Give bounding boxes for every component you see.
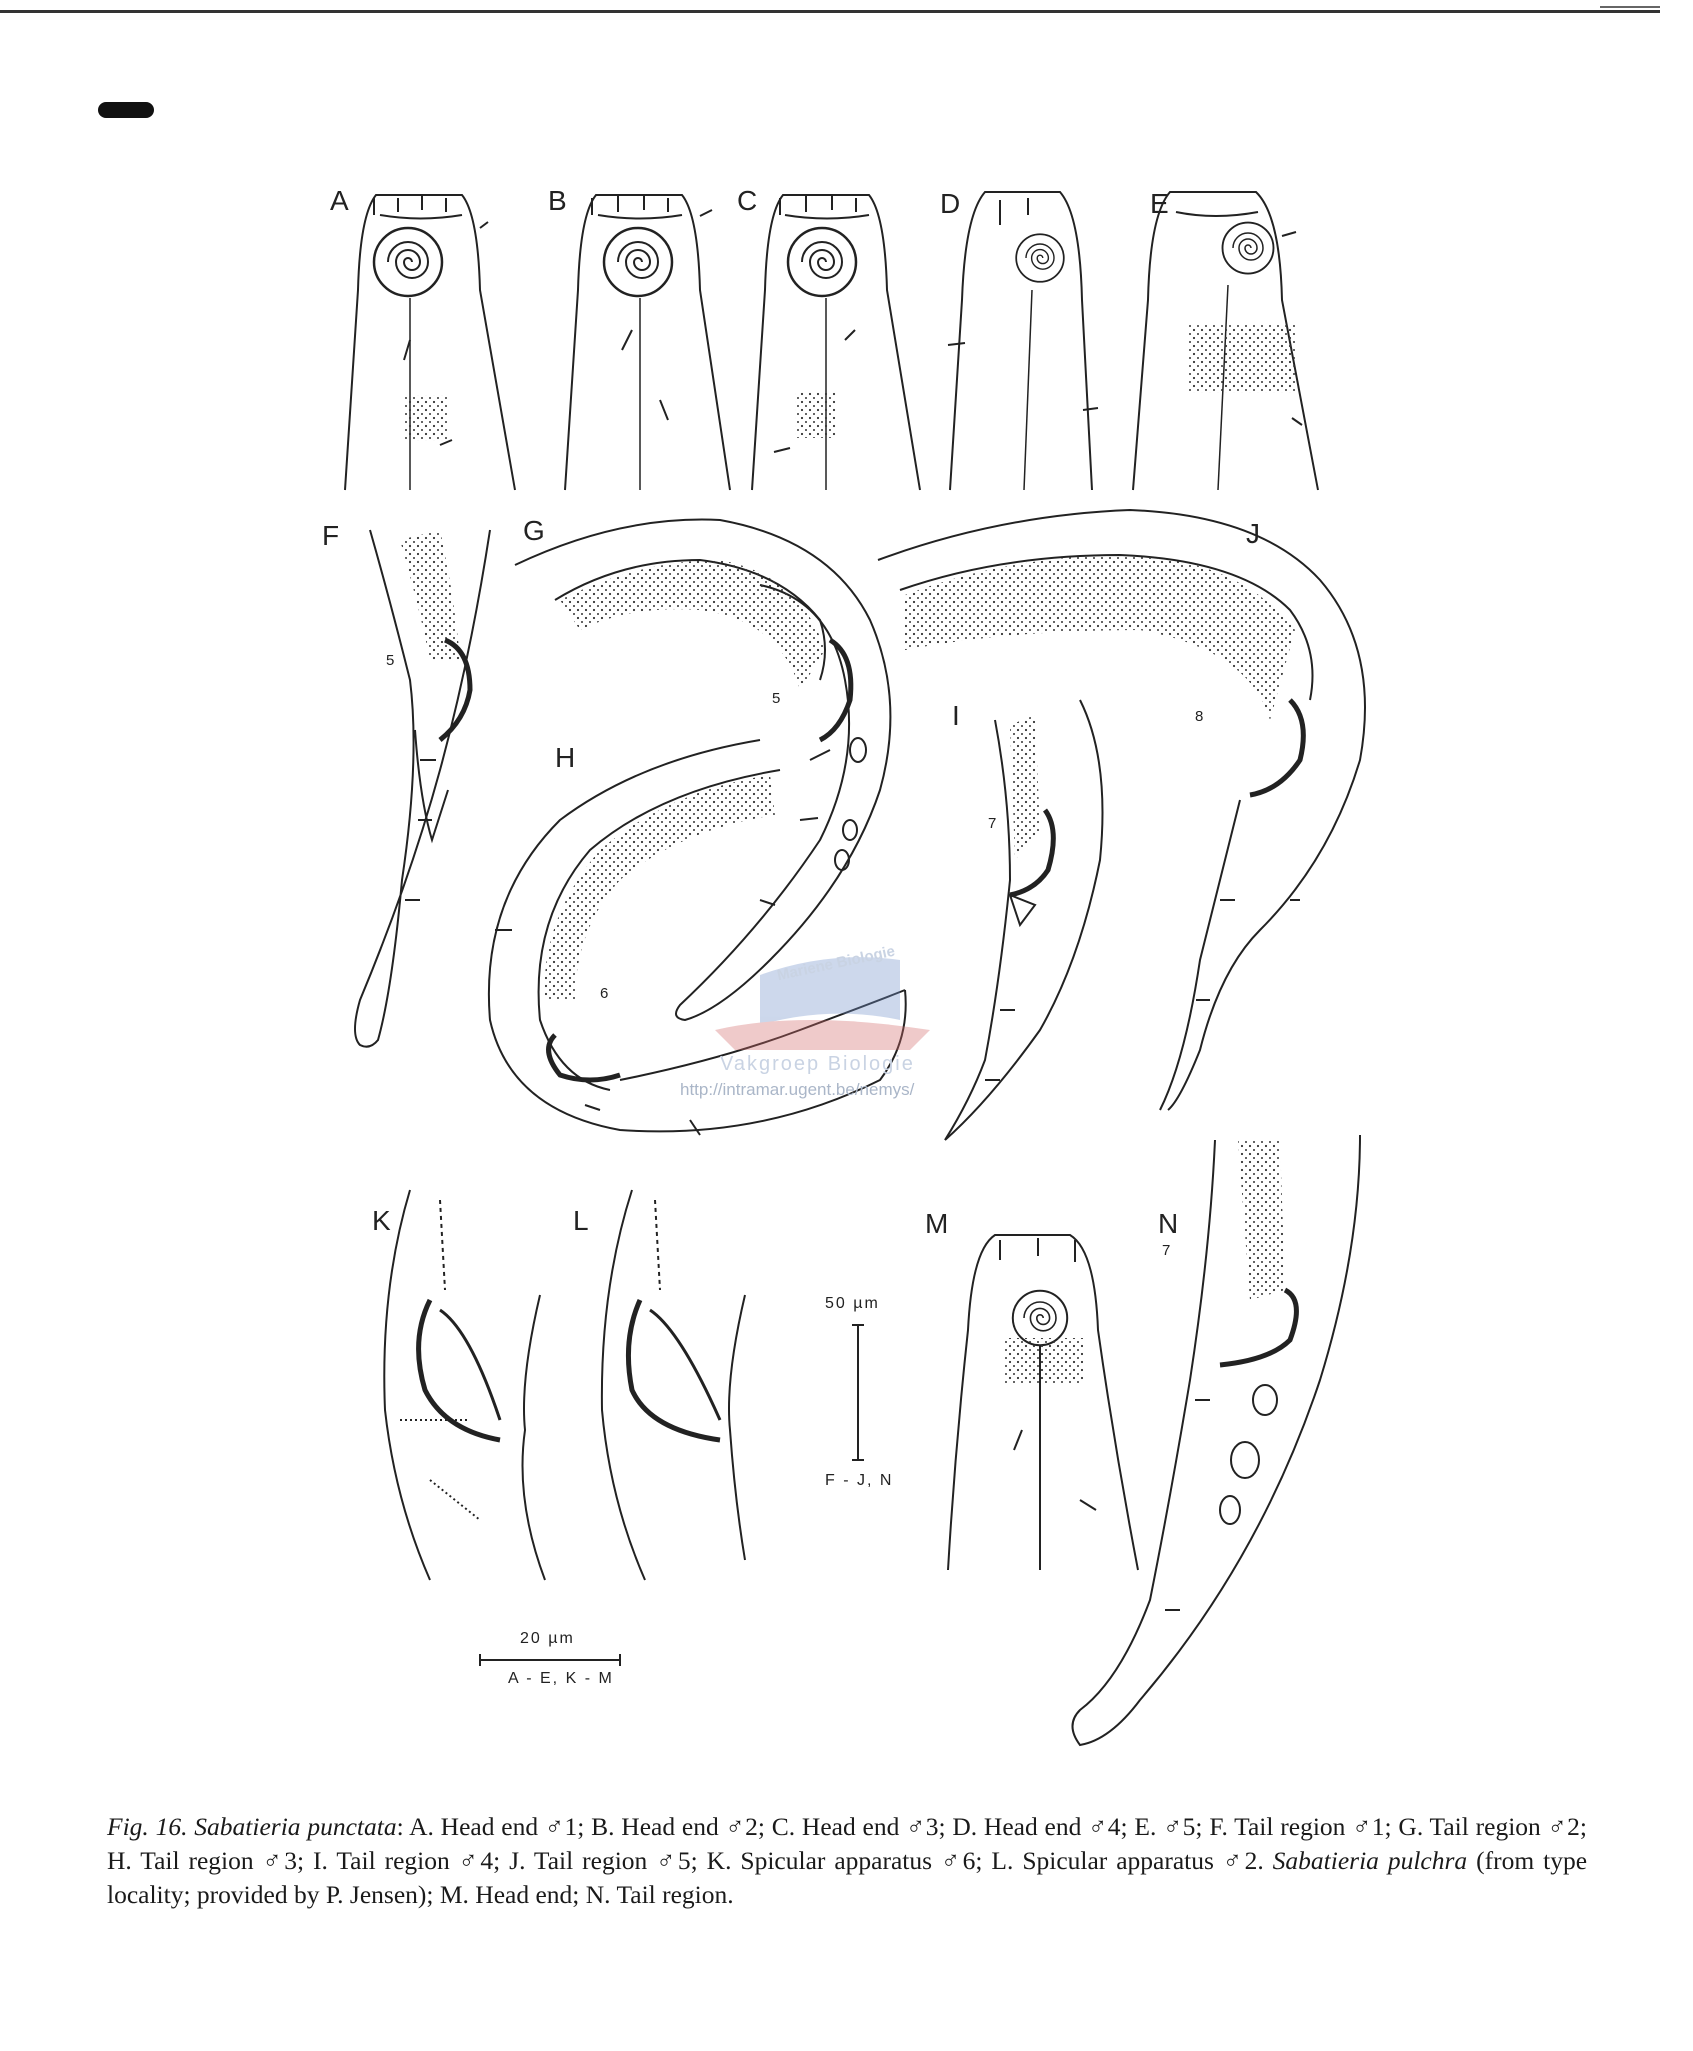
scale-50-value: 50 µm xyxy=(825,1295,880,1312)
panel-label-i: I xyxy=(952,700,960,731)
watermark-line1: Mariene Biologie xyxy=(775,942,897,985)
scale-50-panels: F - J, N xyxy=(825,1472,894,1489)
panel-a-head xyxy=(345,195,515,490)
panel-i-tail xyxy=(945,700,1103,1140)
panel-label-n: N xyxy=(1158,1208,1179,1239)
panel-l-spicular xyxy=(602,1190,745,1580)
caption-text-2: (from type locality; provided by P. Jensen); M. Head end; N. Tail region. xyxy=(107,1846,1588,1909)
mark-h: 6 xyxy=(600,985,609,1002)
panel-label-d: D xyxy=(940,188,961,219)
mark-g: 5 xyxy=(772,690,781,707)
panel-m-head xyxy=(948,1235,1138,1570)
watermark-url: http://intramar.ugent.be/nemys/ xyxy=(680,1080,915,1099)
scale-20-value: 20 µm xyxy=(520,1630,575,1647)
scale-bar-20 xyxy=(480,1654,620,1666)
mark-i: 7 xyxy=(988,815,997,832)
panel-j-tail xyxy=(878,510,1365,1110)
figure-caption xyxy=(107,1810,1587,1912)
panel-label-b: B xyxy=(548,185,567,216)
panel-label-f: F xyxy=(322,520,340,551)
scale-20-panels: A - E, K - M xyxy=(508,1670,614,1687)
panel-label-k: K xyxy=(372,1205,391,1236)
panel-b-head xyxy=(565,195,730,490)
panel-k-spicular xyxy=(384,1190,545,1580)
panel-label-a: A xyxy=(330,185,349,216)
panel-label-g: G xyxy=(523,515,545,546)
panel-label-m: M xyxy=(925,1208,949,1239)
caption-fig-label: Fig. 16. xyxy=(107,1812,188,1841)
panel-d-head xyxy=(948,192,1098,490)
panel-label-l: L xyxy=(573,1205,589,1236)
panel-label-c: C xyxy=(737,185,758,216)
mark-n: 7 xyxy=(1162,1242,1171,1259)
panel-f-tail xyxy=(355,530,490,1047)
mark-j: 8 xyxy=(1195,708,1204,725)
panel-label-h: H xyxy=(555,742,576,773)
watermark-line2: Vakgroep Biologie xyxy=(720,1053,915,1075)
caption-text-1: : A. Head end ♂1; B. Head end ♂2; C. Head end ♂3; D. Head end ♂4; E. ♂5; F. Tail region ♂1; G. Tail region ♂2; H. Tail region ♂3; I. Tail region ♂4; J. Tail region ♂5; K. Spicular apparatus ♂6; L. Spicular apparatus ♂2. xyxy=(107,1812,1587,1875)
panel-c-head xyxy=(752,195,920,490)
panel-label-j: J xyxy=(1246,518,1260,549)
mark-f: 5 xyxy=(386,652,395,669)
caption-species-1: Sabatieria punctata xyxy=(194,1812,397,1841)
panel-label-e: E xyxy=(1150,188,1169,219)
panel-e-head xyxy=(1133,192,1318,490)
caption-species-2: Sabatieria pulchra xyxy=(1272,1846,1468,1875)
scale-bar-50 xyxy=(852,1325,864,1460)
